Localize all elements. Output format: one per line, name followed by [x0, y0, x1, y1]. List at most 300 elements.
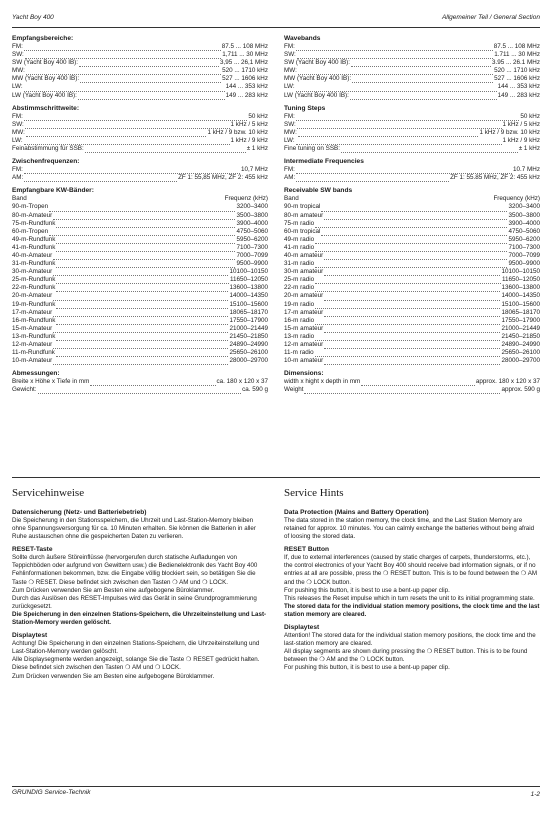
spec-label: LW:: [284, 83, 295, 91]
dot-leader: [350, 94, 497, 100]
spec-row: [12, 67, 268, 75]
spec-section-de: [12, 369, 268, 394]
header-model: Yacht Boy 400: [12, 14, 54, 21]
spec-row: [284, 59, 540, 67]
spec-value: 14000–14350: [229, 292, 268, 300]
spec-value: 21450–21850: [229, 332, 268, 340]
dot-leader: [53, 359, 228, 365]
spec-value: 520 ... 1710 kHz: [222, 67, 268, 75]
dot-leader: [53, 343, 228, 349]
displaytest-text1-de: Achtung! Die Speicherung in den einzelnen Stations-Speichern, die Uhrzeiteinstellung und Last-Station-Memory werden gelöscht.: [12, 640, 260, 656]
spec-value: 11650–12050: [501, 276, 540, 284]
spec-value: 15100–15600: [501, 300, 540, 308]
spec-row: [284, 244, 540, 252]
spec-value: 527 ... 1606 kHz: [222, 75, 268, 83]
spec-row: [12, 59, 268, 67]
dot-leader: [56, 246, 235, 252]
spec-label: 41-m radio: [284, 243, 315, 251]
spec-value: 24890–24990: [229, 341, 268, 348]
spec-label: MW:: [284, 67, 297, 75]
spec-label: SW (Yacht Boy 400 IB):: [284, 59, 351, 67]
spec-row: [12, 276, 268, 284]
spec-label: SW:: [12, 51, 24, 59]
spec-label: FM:: [284, 166, 295, 174]
spec-value: 21450–21850: [501, 332, 540, 340]
spec-heading: Abstimmschrittweite:: [12, 104, 80, 112]
service-title-de: Servicehinweise: [12, 487, 85, 499]
spec-row: [12, 317, 268, 325]
spec-row: [284, 260, 540, 268]
dot-leader: [296, 45, 493, 51]
spec-label: 19-m radio: [284, 300, 315, 308]
spec-label: 20-m-Amateur: [12, 292, 53, 300]
dot-leader: [315, 303, 500, 309]
spec-label: 31-m radio: [284, 260, 315, 268]
spec-value: 7000–7099: [508, 251, 540, 259]
spec-label: 75-m-Rundfunk: [12, 219, 56, 227]
spec-row: [284, 268, 540, 276]
spec-label: 12-m-Amateur: [12, 341, 53, 348]
reset-heading-en: RESET Button: [284, 546, 330, 554]
spec-row: [284, 113, 540, 121]
spec-heading: Zwischenfrequenzen:: [12, 158, 80, 166]
spec-label: AM:: [284, 174, 296, 182]
spec-value: 17550–17900: [501, 316, 540, 324]
dot-leader: [53, 327, 228, 333]
spec-label: LW (Yacht Boy 400 IB):: [284, 91, 349, 99]
spec-value: 14000–14350: [501, 292, 540, 300]
spec-row: [12, 325, 268, 333]
spec-value: 7000–7099: [236, 251, 268, 259]
spec-label: width x hight x depth in mm: [284, 378, 361, 386]
spec-value: ca. 180 x 120 x 37: [216, 378, 268, 386]
spec-row: [12, 244, 268, 252]
dot-leader: [361, 380, 475, 386]
dot-leader: [24, 45, 221, 51]
data-protection-heading-en: Data Protection (Mains and Battery Operation): [284, 509, 429, 516]
spec-label: 11-m radio: [284, 349, 314, 357]
reset-text-de: Sollte durch äußere Störeinflüsse (hervorgerufen durch statische Aufladungen von Teppichböden oder aufgrund von Gewittern usw.) die Bedienelektronik des Yacht Boy 400 Fehlinformationen bekommen, bzw. die Eingabe völlig blockiert sein, so betätigen Sie die Taste ❍ RESET. Diese befindet sich zwischen den Tasten ❍ AM und ❍ LOCK.: [12, 554, 258, 586]
spec-value: 3900–4000: [508, 219, 540, 227]
spec-value: 1.711 ... 30 MHz: [494, 51, 540, 59]
spec-row: [284, 212, 540, 220]
spec-section-en: [284, 369, 540, 394]
dot-leader: [315, 335, 500, 341]
spec-value: 25650–26100: [229, 349, 268, 357]
spec-row: [12, 212, 268, 220]
spec-value: 3500–3800: [508, 211, 540, 219]
spec-value: 10,7 MHz: [241, 166, 268, 174]
reset-impulse-en: This releases the Reset impulse which in turn resets the unit to its initial programming state.: [284, 594, 535, 602]
reset-warning-de: Die Speicherung in den einzelnen Stations-Speichern, die Uhrzeiteinstellung und Last-Station-Memory werden gelöscht.: [12, 610, 267, 627]
spec-row: [284, 137, 540, 145]
dot-leader: [53, 214, 235, 220]
spec-label: LW:: [12, 83, 23, 91]
spec-label: SW:: [284, 51, 296, 59]
spec-value: ZF 1: 55.85 MHz, ZF 2: 455 kHz: [450, 174, 540, 182]
spec-value: 144 ... 353 kHz: [225, 83, 268, 91]
dot-leader: [90, 380, 215, 386]
dot-leader: [315, 278, 501, 284]
spec-value: 4750–5060: [236, 227, 268, 235]
data-protection-text-en: The data stored in the station memory, the clock time, and the Last Station Memory are retained for approx. 10 minutes. You can calmly exchange the batteries without being afraid of loosing the stored data.: [284, 517, 535, 541]
spec-row: [284, 220, 540, 228]
spec-row: [12, 268, 268, 276]
spec-label: AM:: [12, 174, 24, 182]
dot-leader: [56, 222, 235, 228]
spec-row: [12, 220, 268, 228]
spec-row: [12, 92, 268, 100]
dot-leader: [324, 295, 500, 301]
reset-paperclip-de: Zum Drücken verwenden Sie am Besten eine aufgebogene Büroklammer.: [12, 586, 215, 594]
dot-leader: [304, 388, 500, 394]
spec-row: [284, 309, 540, 317]
spec-heading: Tuning Steps: [284, 104, 326, 112]
spec-row: [12, 203, 268, 211]
spec-label: 60-m tropical: [284, 227, 321, 235]
spec-value: 1,711 ... 30 MHz: [222, 51, 268, 59]
spec-label: 25-m-Rundfunk: [12, 276, 56, 284]
spec-value: ± 1 kHz: [246, 145, 268, 153]
displaytest-text1-en: Attention! The stored data for the individual station memory positions, the clock time and the last-station memory are cleared.: [284, 632, 536, 648]
spec-label: MW:: [12, 128, 25, 136]
spec-row: [12, 378, 268, 386]
spec-label: 17-m-Amateur: [12, 308, 53, 316]
spec-row: [284, 284, 540, 292]
spec-value: 7100–7300: [236, 243, 268, 251]
spec-value: 87.5 ... 108 MHz: [493, 43, 540, 50]
spec-value: 1 kHz / 9 kHz: [502, 136, 540, 144]
spec-row: [284, 333, 540, 341]
spec-row: [12, 43, 268, 51]
dot-leader: [53, 295, 228, 301]
spec-section-de: [12, 186, 268, 365]
dot-leader: [49, 206, 235, 212]
spec-label: 80-m-Amateur: [12, 211, 53, 219]
spec-row: [284, 67, 540, 75]
spec-label: 49-m-Rundfunk: [12, 235, 56, 243]
spec-value: 144 ... 353 kHz: [497, 83, 540, 91]
dot-leader: [315, 246, 507, 252]
dot-leader: [324, 311, 500, 317]
spec-value: 50 kHz: [248, 112, 268, 120]
spec-value: 25650–26100: [501, 349, 540, 357]
spec-column-en: [284, 34, 540, 394]
dot-leader: [324, 254, 507, 260]
spec-label: Gewicht:: [12, 386, 37, 394]
spec-row: [12, 174, 268, 182]
service-title-en: Service Hints: [284, 487, 344, 499]
spec-row: [284, 145, 540, 153]
spec-header-value: Frequency (kHz): [493, 195, 540, 203]
spec-value: 10100–10150: [229, 268, 268, 276]
spec-value: 18065–18170: [229, 308, 268, 316]
spec-label: FM:: [284, 43, 295, 50]
spec-column-header: [12, 195, 268, 203]
spec-row: [284, 317, 540, 325]
spec-label: FM:: [12, 166, 23, 174]
service-hints-de: [12, 486, 268, 681]
dot-leader: [315, 238, 507, 244]
spec-label: MW:: [12, 67, 25, 75]
dot-leader: [24, 176, 177, 182]
spec-value: 28000–29700: [501, 357, 540, 365]
page-header: [12, 14, 540, 28]
spec-value: 21000–21449: [229, 324, 268, 332]
dot-leader: [351, 61, 491, 67]
spec-value: 520 ... 1710 kHz: [494, 67, 540, 75]
dot-leader: [296, 115, 520, 121]
dot-leader: [341, 147, 518, 153]
header-rule: [12, 27, 540, 28]
spec-heading: Abmessungen:: [12, 370, 60, 378]
dot-leader: [38, 388, 242, 394]
dot-leader: [315, 319, 500, 325]
dot-leader: [25, 123, 230, 129]
dot-leader: [324, 214, 507, 220]
spec-row: [284, 121, 540, 129]
spec-value: 10100–10150: [501, 268, 540, 276]
dot-leader: [24, 115, 248, 121]
displaytest-heading-de: Displaytest: [12, 632, 48, 640]
spec-section-en: [284, 34, 540, 100]
spec-row: [12, 51, 268, 59]
spec-heading: Intermediate Frequencies: [284, 158, 364, 166]
spec-header-label: Band: [12, 195, 27, 203]
spec-section-en: [284, 104, 540, 153]
spec-value: ± 1 kHz: [518, 145, 540, 153]
spec-value: 1 kHz / 5 kHz: [502, 120, 540, 128]
spec-row: [12, 121, 268, 129]
spec-label: 20-m amateur: [284, 292, 324, 300]
spec-label: MW (Yacht Boy 400 IB):: [284, 75, 352, 83]
spec-row: [284, 51, 540, 59]
section-divider: [12, 477, 540, 478]
spec-label: Feinabstimmung für SSB:: [12, 145, 84, 153]
spec-value: 3.95 ... 26.1 MHz: [492, 59, 540, 67]
spec-row: [284, 357, 540, 365]
spec-value: 9500–9900: [508, 260, 540, 268]
spec-row: [12, 284, 268, 292]
displaytest-text3-de: Zum Drücken verwenden Sie am Besten eine aufgebogene Büroklammer.: [12, 672, 215, 680]
spec-value: 15100–15600: [229, 300, 268, 308]
spec-value: 4750–5060: [508, 227, 540, 235]
spec-section-de: [12, 34, 268, 100]
spec-label: 13-m radio: [284, 332, 315, 340]
spec-row: [284, 252, 540, 260]
spec-header-label: Band: [284, 195, 299, 203]
dot-leader: [298, 131, 479, 137]
spec-heading: Empfangsbereiche:: [12, 35, 74, 42]
service-hints-en: [284, 486, 540, 673]
dot-leader: [53, 311, 228, 317]
spec-row: [284, 301, 540, 309]
spec-label: 31-m-Rundfunk: [12, 260, 56, 268]
spec-label: LW:: [284, 136, 295, 144]
dot-leader: [56, 335, 228, 341]
spec-row: [12, 228, 268, 236]
spec-value: 18065–18170: [501, 308, 540, 316]
spec-section-en: [284, 186, 540, 365]
spec-label: 90-m-Tropen: [12, 203, 49, 211]
spec-row: [284, 228, 540, 236]
spec-label: SW:: [284, 120, 296, 128]
spec-header-value: Frequenz (kHz): [224, 195, 268, 203]
spec-label: 30-m-Amateur: [12, 268, 53, 276]
spec-label: Breite x Höhe x Tiefe in mm: [12, 378, 90, 386]
spec-row: [12, 166, 268, 174]
spec-value: 3200–3400: [508, 203, 540, 211]
spec-value: 149 ... 283 kHz: [497, 91, 540, 99]
displaytest-heading-en: Displaytest: [284, 624, 320, 632]
dot-leader: [315, 351, 501, 357]
spec-label: 41-m-Rundfunk: [12, 243, 56, 251]
spec-row: [284, 92, 540, 100]
data-protection-heading-de: Datensicherung (Netz- und Batteriebetrieb): [12, 509, 147, 516]
spec-row: [284, 236, 540, 244]
spec-value: 24890–24990: [501, 341, 540, 348]
spec-row: [284, 325, 540, 333]
spec-label: 10-m amateur: [284, 357, 324, 365]
displaytest-text3-en: For pushing this button, it is best to use a bent-up paper clip.: [284, 664, 450, 672]
dot-leader: [56, 262, 235, 268]
dot-leader: [80, 77, 221, 83]
spec-label: 30-m amateur: [284, 268, 324, 276]
spec-row: [284, 166, 540, 174]
spec-row: [12, 83, 268, 91]
spec-value: 1 kHz / 5 kHz: [230, 120, 268, 128]
spec-label: 17-m amateur: [284, 308, 324, 316]
spec-row: [284, 203, 540, 211]
spec-label: FM:: [284, 112, 295, 120]
spec-row: [12, 113, 268, 121]
spec-row: [12, 260, 268, 268]
spec-label: 16-m-Rundfunk: [12, 316, 56, 324]
dot-leader: [324, 359, 500, 365]
spec-row: [284, 43, 540, 51]
spec-label: 15-m-Amateur: [12, 324, 53, 332]
spec-label: 16-m radio: [284, 316, 315, 324]
spec-value: 1 kHz / 9 bzw. 10 kHz: [479, 128, 540, 136]
spec-label: 90-m tropical: [284, 203, 321, 211]
spec-label: 15-m amateur: [284, 324, 324, 332]
dot-leader: [49, 230, 235, 236]
spec-label: 19-m-Rundfunk: [12, 300, 56, 308]
dot-leader: [352, 77, 493, 83]
spec-label: Fine tuning on SSB:: [284, 145, 341, 153]
spec-row: [12, 137, 268, 145]
spec-label: 80-m amateur: [284, 211, 324, 219]
spec-label: SW:: [12, 120, 24, 128]
spec-row: [12, 386, 268, 394]
spec-row: [284, 83, 540, 91]
spec-row: [284, 292, 540, 300]
dot-leader: [78, 94, 225, 100]
spec-value: ca. 590 g: [242, 386, 268, 394]
spec-label: 40-m-Amateur: [12, 251, 53, 259]
spec-value: 3200–3400: [236, 203, 268, 211]
spec-row: [284, 75, 540, 83]
spec-label: SW (Yacht Boy 400 IB):: [12, 59, 79, 67]
spec-row: [12, 145, 268, 153]
footer-brand: GRUNDIG Service-Technik: [12, 789, 91, 796]
spec-label: Weight: [284, 386, 304, 394]
page-number: 1-2: [530, 791, 540, 798]
data-protection-text-de: Die Speicherung in den Stationsspeichern, die Uhrzeit und Last-Station-Memory bleiben ohne Spannungsversorgung für ca. 10 Minuten erhalten. Sie können die Batterien in aller Ruhe austauschen ohne die gespeicherten Daten zu verlieren.: [12, 517, 256, 541]
spec-value: 3900–4000: [236, 219, 268, 227]
spec-label: MW (Yacht Boy 400 IB):: [12, 75, 80, 83]
spec-label: FM:: [12, 112, 23, 120]
spec-row: [12, 309, 268, 317]
spec-heading: Wavebands: [284, 35, 321, 42]
displaytest-text2-de: Alle Displaysegmente werden angezeigt, solange Sie die Taste ❍ RESET gedrückt halten. Diese befindet sich zwischen den Tasten ❍ AM und ❍ LOCK.: [12, 656, 260, 672]
reset-impulse-de: Durch das Auslösen des RESET-Impulses wird das Gerät in seine Grundprogrammierung zurückgesetzt.: [12, 594, 257, 610]
dot-leader: [56, 351, 229, 357]
dot-leader: [79, 61, 219, 67]
dot-leader: [315, 222, 507, 228]
spec-label: LW:: [12, 136, 23, 144]
spec-value: ZF 1: 55,85 MHz, ZF 2: 455 kHz: [178, 174, 268, 182]
spec-section-en: [284, 157, 540, 182]
dot-leader: [56, 278, 229, 284]
spec-row: [12, 357, 268, 365]
spec-row: [284, 386, 540, 394]
spec-row: [12, 252, 268, 260]
spec-value: 11650–12050: [229, 276, 268, 284]
spec-value: 10.7 MHz: [513, 166, 540, 174]
spec-value: 17550–17900: [229, 316, 268, 324]
dot-leader: [324, 327, 500, 333]
spec-value: 3500–3800: [236, 211, 268, 219]
spec-value: 87.5 ... 108 MHz: [221, 43, 268, 50]
spec-section-de: [12, 104, 268, 153]
spec-section-de: [12, 157, 268, 182]
spec-value: 13600–13800: [501, 284, 540, 292]
spec-value: 5950–6200: [236, 235, 268, 243]
spec-value: approx. 590 g: [501, 386, 540, 394]
spec-row: [284, 129, 540, 137]
spec-row: [12, 301, 268, 309]
spec-row: [12, 292, 268, 300]
dot-leader: [56, 286, 228, 292]
dot-leader: [315, 286, 500, 292]
spec-heading: Dimensions:: [284, 370, 324, 378]
dot-leader: [53, 254, 235, 260]
spec-label: 11-m-Rundfunk: [12, 349, 55, 357]
spec-label: FM:: [12, 43, 23, 50]
spec-label: LW (Yacht Boy 400 IB):: [12, 91, 77, 99]
spec-label: 25-m radio: [284, 276, 315, 284]
dot-leader: [26, 131, 207, 137]
reset-paperclip-en: For pushing this button, it is best to use a bent-up paper clip.: [284, 586, 450, 594]
spec-label: 40-m amateur: [284, 251, 324, 259]
spec-value: 3,95 ... 26,1 MHz: [220, 59, 268, 67]
header-section: Allgemeiner Teil / General Section: [441, 14, 540, 21]
spec-column-header: [284, 195, 540, 203]
spec-row: [284, 349, 540, 357]
spec-label: 75-m radio: [284, 219, 315, 227]
spec-label: 12-m amateur: [284, 341, 324, 348]
spec-heading: Receivable SW bands: [284, 187, 353, 195]
displaytest-text2-en: All display segments are shown during pressing the ❍ RESET button. This is to be found between the ❍ AM and the ❍ LOCK button.: [284, 648, 528, 664]
spec-row: [284, 341, 540, 349]
footer-rule: [12, 786, 540, 787]
spec-label: MW:: [284, 128, 297, 136]
spec-row: [12, 129, 268, 137]
spec-value: 527 ... 1606 kHz: [494, 75, 540, 83]
reset-warning-en: The stored data for the individual station memory positions, the clock time and the last station memory are cleared.: [284, 602, 540, 618]
spec-label: 22-m-Rundfunk: [12, 284, 56, 292]
